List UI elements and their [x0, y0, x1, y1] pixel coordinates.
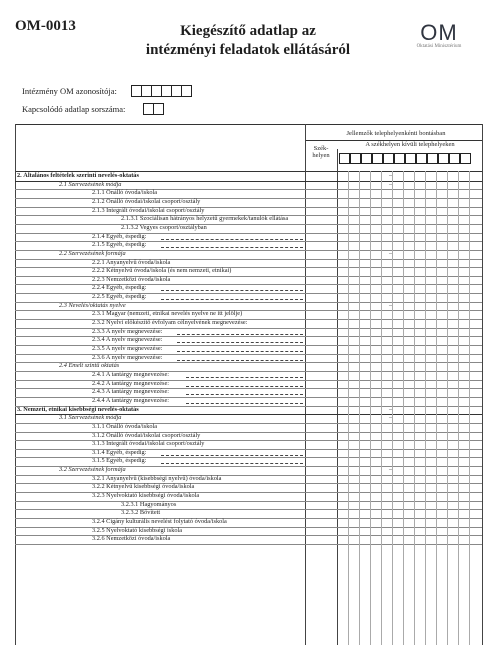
row-label: 3.2.1 Anyanyelvű (kisebbségi nyelvű) óvoda/iskola — [92, 474, 222, 482]
row-label: 2.3.3 A nyelv megnevezése: — [92, 327, 163, 335]
om-id-label: Intézmény OM azonosítója: — [22, 86, 117, 96]
table-right-border — [482, 124, 483, 645]
row-dash-mark: – — [389, 405, 393, 413]
row-dash-mark: – — [389, 180, 393, 188]
sheet-no-label: Kapcsolódó adatlap sorszáma: — [22, 104, 126, 114]
row-label: 2. Általános feltételek szerinti nevelés-oktatás — [17, 172, 139, 179]
row-label: 2.4.3 A tantárgy megnevezése: — [92, 388, 169, 396]
row-dash-mark: – — [389, 466, 393, 474]
table-row — [15, 319, 482, 328]
form-title — [118, 22, 378, 60]
fill-in-line[interactable] — [177, 342, 303, 343]
table-row — [15, 509, 482, 518]
site-column-line — [414, 171, 415, 645]
table-row — [15, 354, 482, 363]
site-box[interactable] — [438, 153, 449, 164]
table-row — [15, 527, 482, 536]
row-label: 2.4.1 A tantárgy megnevezése: — [92, 370, 169, 378]
fill-in-line[interactable] — [161, 299, 303, 300]
row-label: 2.4.4 A tantárgy megnevezése: — [92, 396, 169, 404]
row-label: 2.1.2 Önálló óvodai/iskolai csoport/osztály — [92, 197, 201, 205]
table-row — [15, 457, 482, 466]
site-box[interactable] — [350, 153, 361, 164]
table-row — [15, 449, 482, 458]
table-row — [15, 336, 482, 345]
table-row — [15, 198, 482, 207]
row-label: 2.1.5 Egyéb, éspedig: — [92, 241, 147, 249]
om-id-digit-box[interactable] — [181, 85, 192, 97]
table-row — [15, 172, 482, 181]
row-label: 3.2.3.2 Bővített — [121, 509, 161, 517]
row-label: 3.2.6 Nemzetközi óvoda/iskola — [92, 535, 171, 543]
site-column-line — [469, 171, 470, 645]
table-row — [15, 362, 482, 371]
row-label: 2.4 Emelt szintű oktatás — [59, 362, 120, 370]
row-label: 2.2 Szervezésének formája — [59, 249, 126, 257]
table-row — [15, 293, 482, 302]
site-column-line — [403, 171, 404, 645]
row-label: 3.1.1 Önálló óvoda/iskola — [92, 422, 158, 430]
fill-in-line[interactable] — [161, 463, 303, 464]
table-row — [15, 207, 482, 216]
site-column-line — [359, 171, 360, 645]
row-label: 2.3.5 A nyelv megnevezése: — [92, 345, 163, 352]
table-row — [15, 215, 482, 224]
sheet-no-digit-box[interactable] — [153, 103, 164, 115]
row-label: 2.1.4 Egyéb, éspedig: — [92, 232, 147, 240]
fill-in-line[interactable] — [186, 386, 303, 387]
row-label: 2.1.3.1 Szociálisan hátrányos helyzetű gyermekek/tanulók ellátása — [121, 215, 289, 223]
row-label: 2.3.6 A nyelv megnevezése: — [92, 353, 163, 361]
table-row — [15, 224, 482, 233]
logo-mark: OM — [420, 20, 458, 45]
table-row — [15, 250, 482, 259]
row-dash-mark: – — [389, 249, 393, 257]
ministry-logo — [408, 22, 470, 50]
table-row — [15, 397, 482, 406]
site-box[interactable] — [416, 153, 427, 164]
table-row — [15, 189, 482, 198]
table-row — [15, 492, 482, 501]
fill-in-line[interactable] — [161, 247, 303, 248]
row-label: 2.4.2 A tantárgy megnevezése: — [92, 379, 169, 387]
row-label: 2.2.5 Egyéb, éspedig: — [92, 293, 147, 301]
row-label: 2.2.1 Anyanyelvű óvoda/iskola — [92, 258, 171, 266]
table-row — [15, 466, 482, 475]
row-dash-mark: – — [389, 414, 393, 422]
site-box[interactable] — [460, 153, 471, 164]
site-column-line — [348, 171, 349, 645]
row-label: 2.1.1 Önálló óvoda/iskola — [92, 189, 158, 197]
site-box[interactable] — [405, 153, 416, 164]
table-row — [15, 284, 482, 293]
fill-in-line[interactable] — [186, 403, 303, 404]
site-column-line — [447, 171, 448, 645]
site-box[interactable] — [339, 153, 350, 164]
form-title-line1: Kiegészítő adatlap az — [180, 23, 316, 39]
row-label: 3.2 Szervezésének formája — [59, 466, 126, 474]
site-column-line — [381, 171, 382, 645]
row-label: 2.1.3.2 Vegyes csoport/osztályban — [121, 223, 207, 231]
outside-column-header: A székhelyen kívüli telephelyeken — [365, 141, 455, 148]
row-label: 2.2.2 Kétnyelvű óvoda/iskola (és nem nemzeti, etnikai) — [92, 267, 232, 275]
table-row — [15, 302, 482, 311]
row-label: 2.3.4 A nyelv megnevezése: — [92, 336, 163, 344]
table-row — [15, 259, 482, 268]
table-row — [15, 483, 482, 492]
table-row — [15, 310, 482, 319]
row-label: 3.2.3 Nyelvoktató kisebbségi óvoda/iskola — [92, 492, 200, 500]
row-label: 3.1.4 Egyéb, éspedig: — [92, 448, 147, 456]
table-row — [15, 432, 482, 441]
table-row — [15, 414, 482, 423]
row-label: 2.1 Szervezésének módja — [59, 180, 122, 188]
table-row — [15, 328, 482, 337]
site-box[interactable] — [361, 153, 372, 164]
row-label: 3.2.4 Cigány kulturális nevelést folytató óvoda/iskola — [92, 518, 227, 525]
table-row — [15, 388, 482, 397]
fill-in-line[interactable] — [186, 377, 303, 378]
fill-in-line[interactable] — [177, 334, 303, 335]
site-column-line — [392, 171, 393, 645]
row-label: 2.3.1 Magyar (nemzeti, etnikai nevelés nyelve ne itt jelölje) — [92, 310, 243, 318]
row-dash-mark: – — [389, 172, 393, 179]
form-title-line2: intézményi feladatok ellátásáról — [145, 42, 351, 58]
table-row — [15, 406, 482, 415]
fill-in-line[interactable] — [161, 239, 303, 240]
table-row — [15, 276, 482, 285]
fill-in-line[interactable] — [177, 351, 303, 352]
row-rule — [15, 544, 482, 545]
table-row — [15, 345, 482, 354]
table-top-border — [15, 124, 482, 125]
row-label: 3.2.3.1 Hagyományos — [121, 500, 177, 508]
table-row — [15, 535, 482, 544]
fill-in-line[interactable] — [161, 455, 303, 456]
row-label: 2.2.4 Egyéb, éspedig: — [92, 284, 147, 292]
row-label: 3.1.5 Egyéb, éspedig: — [92, 457, 147, 465]
table-row — [15, 181, 482, 190]
site-box[interactable] — [394, 153, 405, 164]
table-row — [15, 380, 482, 389]
site-box[interactable] — [427, 153, 438, 164]
site-column-line — [370, 171, 371, 645]
table-row — [15, 423, 482, 432]
site-column-line — [458, 171, 459, 645]
row-label: 3. Nemzeti, etnikai kisebbségi nevelés-oktatás — [17, 405, 139, 413]
table-row — [15, 440, 482, 449]
row-label: 3.1.2 Önálló óvodai/iskolai csoport/osztály — [92, 431, 201, 439]
fill-in-line[interactable] — [161, 290, 303, 291]
site-box[interactable] — [372, 153, 383, 164]
logo-subtitle: Oktatási Minisztérium — [416, 44, 462, 49]
fill-in-line[interactable] — [177, 360, 303, 361]
table-row — [15, 267, 482, 276]
row-label: 3.1 Szervezésének módja — [59, 414, 122, 422]
site-column-line — [425, 171, 426, 645]
site-box[interactable] — [383, 153, 394, 164]
row-label: 2.3.2 Nyelvi előkészítő évfolyam célnyelvének megnevezése: — [92, 319, 248, 327]
fill-in-line[interactable] — [186, 394, 303, 395]
form-code: OM-0013 — [15, 18, 76, 34]
row-dash-mark: – — [389, 301, 393, 309]
row-label: 2.3 Nevelés/oktatás nyelve — [59, 301, 126, 309]
row-label: 2.1.3 Integrált óvodai/iskolai csoport/osztály — [92, 206, 205, 214]
site-column-line — [436, 171, 437, 645]
seat-column-header: Szék-helyen — [312, 145, 330, 159]
row-label: 3.2.2 Kétnyelvű kisebbségi óvoda/iskola — [92, 483, 195, 491]
column-group-header: Jellemzők telephelyenkénti bontásban — [346, 130, 446, 137]
table-row — [15, 501, 482, 510]
site-box[interactable] — [449, 153, 460, 164]
table-row — [15, 241, 482, 250]
table-row — [15, 371, 482, 380]
table-row — [15, 233, 482, 242]
row-label: 3.2.5 Nyelvoktató kisebbségi iskola — [92, 526, 183, 534]
table-row — [15, 518, 482, 527]
row-label: 2.2.3 Nemzetközi óvoda/iskola — [92, 275, 171, 283]
table-row — [15, 475, 482, 484]
row-label: 3.1.3 Integrált óvodai/iskolai csoport/osztály — [92, 440, 205, 448]
